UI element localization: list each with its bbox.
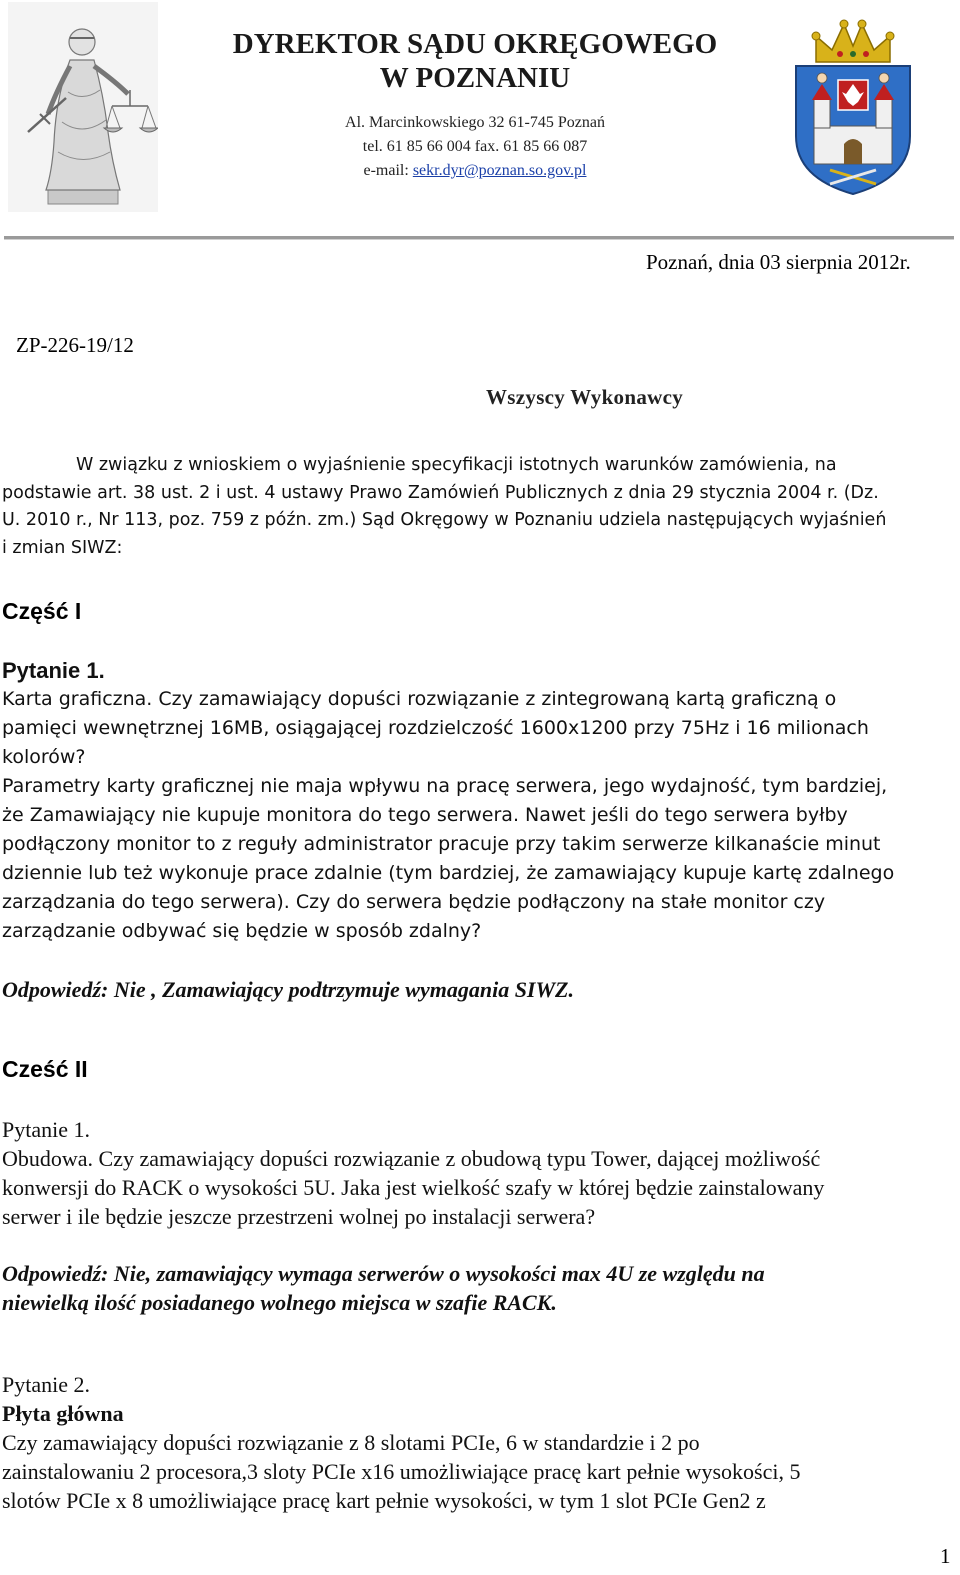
justitia-statue-icon xyxy=(8,2,158,212)
email-link[interactable]: sekr.dyr@poznan.so.gov.pl xyxy=(412,162,587,179)
question-line: slotów PCIe x 8 umożliwiające pracę kart pełnie wysokości, w tym 1 slot PCIe Gen2 z xyxy=(2,1488,766,1513)
page-number: 1 xyxy=(940,1544,951,1568)
part-1-heading: Część I xyxy=(2,598,82,624)
question-line: Obudowa. Czy zamawiający dopuści rozwiązanie z obudową typu Tower, dającej możliwość xyxy=(2,1146,821,1171)
intro-line: U. 2010 r., Nr 113, poz. 759 z późn. zm.) Sąd Okręgowy w Poznaniu udziela następujących wyjaśnień xyxy=(2,510,887,530)
question-line: zainstalowaniu 2 procesora,3 sloty PCIe x16 umożliwiające pracę kart pełnie wysokości, 5 xyxy=(2,1459,801,1484)
question-line: kolorów? xyxy=(2,746,86,768)
question-line: podłączony monitor to z reguły administrator pracuje przy takim serwerze kilkanaście minut xyxy=(2,833,881,855)
intro-paragraph xyxy=(2,452,954,562)
intro-line: i zmian SIWZ: xyxy=(2,537,123,558)
addressee: Wszyscy Wykonawcy xyxy=(486,385,684,409)
part-2-answer-1 xyxy=(2,1259,954,1317)
intro-line: podstawie art. 38 ust. 2 i ust. 4 ustawy Prawo Zamówień Publicznych z dnia 29 stycznia 2004 r. (Dz. xyxy=(2,482,879,503)
question-heading: Pytanie 2. xyxy=(2,1372,90,1397)
letterhead xyxy=(0,0,960,240)
question-heading: Pytanie 1. xyxy=(2,658,105,683)
part-1-question-1 xyxy=(2,656,952,946)
question-line: konwersji do RACK o wysokości 5U. Jaka jest wielkość szafy w której będzie zainstalowany xyxy=(2,1175,825,1200)
question-line: dziennie lub też wykonuje prace zdalnie (tym bardziej, że zamawiający kupuje kartę zdalnego xyxy=(2,862,895,884)
question-line: Karta graficzna. Czy zamawiający dopuści rozwiązanie z zintegrowaną kartą graficzną o xyxy=(2,688,837,710)
question-subheading: Płyta główna xyxy=(2,1401,124,1426)
part-1-answer-1 xyxy=(2,975,954,1004)
letter-date: Poznań, dnia 03 sierpnia 2012r. xyxy=(646,250,911,274)
part-2-question-2 xyxy=(2,1370,954,1515)
case-reference: ZP-226-19/12 xyxy=(16,333,134,357)
question-line: serwer i ile będzie jeszcze przestrzeni wolnej po instalacji serwera? xyxy=(2,1204,596,1229)
court-phone-fax: tel. 61 85 66 004 fax. 61 85 66 087 xyxy=(362,138,588,155)
email-label: e-mail: xyxy=(363,162,413,179)
poznan-coat-of-arms-icon xyxy=(786,18,920,196)
court-title-line1: DYREKTOR SĄDU OKRĘGOWEGO xyxy=(232,28,718,60)
question-heading: Pytanie 1. xyxy=(2,1117,90,1142)
question-line: Czy zamawiający dopuści rozwiązanie z 8 slotami PCIe, 6 w standardzie i 2 po xyxy=(2,1430,700,1455)
part-2-heading: Cześć II xyxy=(2,1056,88,1082)
header-rule xyxy=(4,236,954,240)
answer-line: Odpowiedź: Nie , Zamawiający podtrzymuje wymagania SIWZ. xyxy=(2,977,574,1002)
intro-line: W związku z wnioskiem o wyjaśnienie specyfikacji istotnych warunków zamówienia, na xyxy=(76,455,837,475)
part-2-question-1 xyxy=(2,1115,954,1231)
question-line: pamięci wewnętrznej 16MB, osiągającej rozdzielczość 1600x1200 przy 75Hz i 16 milionach xyxy=(2,717,869,739)
question-line: Parametry karty graficznej nie maja wpływu na pracę serwera, jego wydajność, tym bardziej, xyxy=(2,775,888,797)
question-line: zarządzania do tego serwera). Czy do serwera będzie podłączony na stałe monitor czy xyxy=(2,891,826,913)
question-line: że Zamawiający nie kupuje monitora do tego serwera. Nawet jeśli do tego serwera byłby xyxy=(2,804,848,826)
answer-line: niewielką ilość posiadanego wolnego miejsca w szafie RACK. xyxy=(2,1290,557,1315)
court-email-line xyxy=(160,162,790,180)
court-address: Al. Marcinkowskiego 32 61-745 Poznań xyxy=(345,114,605,131)
court-title-line2: W POZNANIU xyxy=(379,62,571,94)
question-line: zarządzanie odbywać się będzie w sposób zdalny? xyxy=(2,920,482,942)
answer-line: Odpowiedź: Nie, zamawiający wymaga serwerów o wysokości max 4U ze względu na xyxy=(2,1261,765,1286)
